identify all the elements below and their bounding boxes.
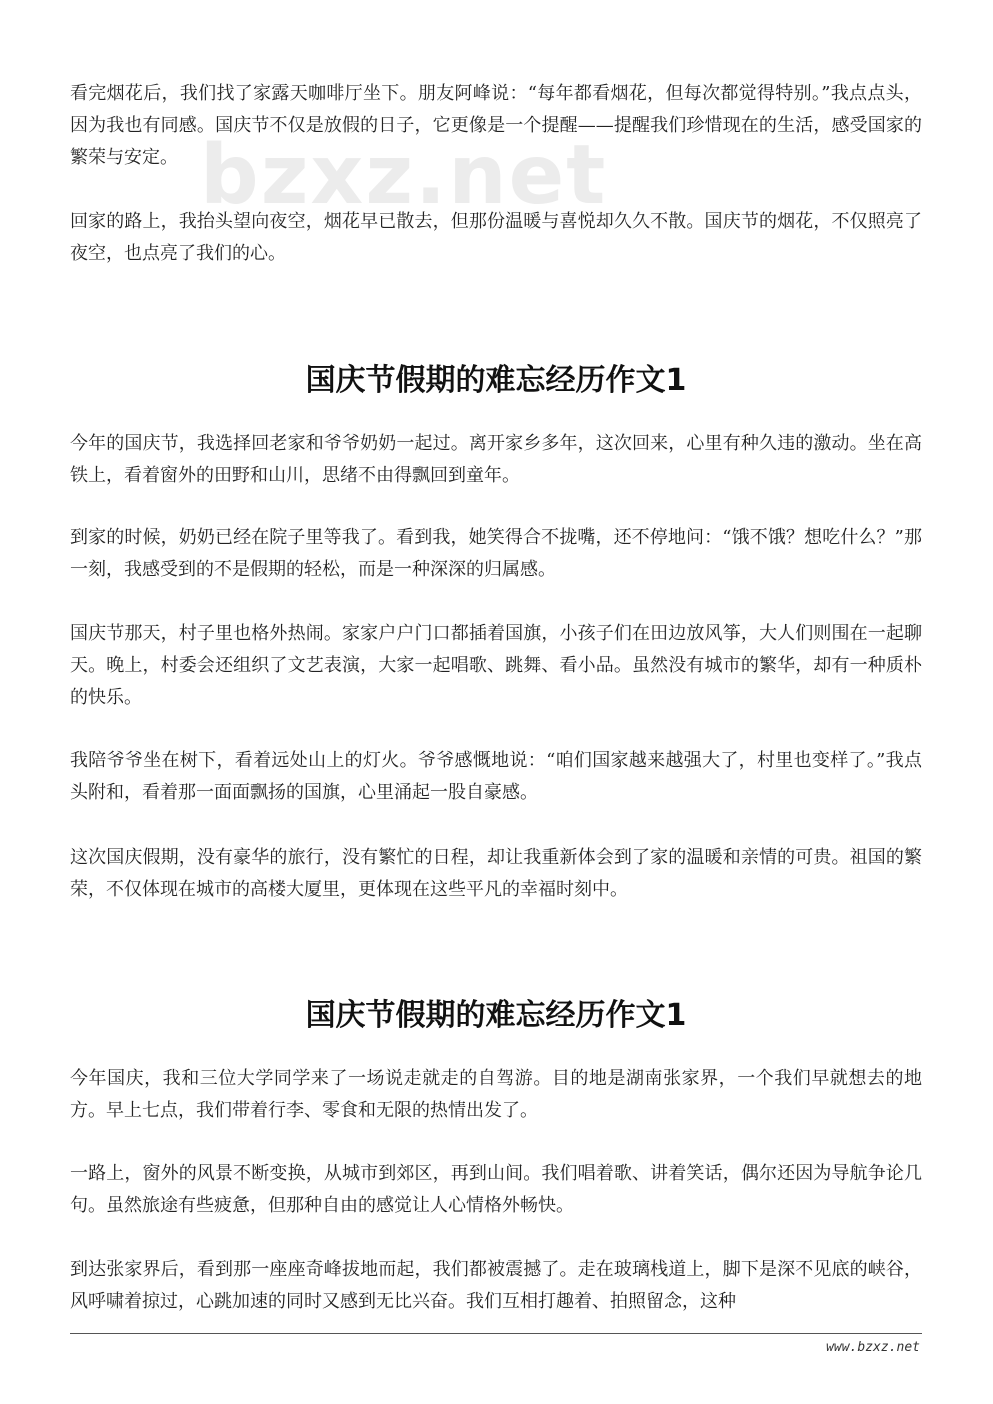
paragraph: 回家的路上，我抬头望向夜空，烟花早已散去，但那份温暖与喜悦却久久不散。国庆节的烟花，不仅照亮了夜空，也点亮了我们的心。 [70, 211, 922, 264]
intro-paragraph-1 [70, 78, 922, 174]
paragraph: 一路上，窗外的风景不断变换，从城市到郊区，再到山间。我们唱着歌、讲着笑话，偶尔还因为导航争论几句。虽然旅途有些疲惫，但那种自由的感觉让人心情格外畅快。 [70, 1163, 922, 1216]
paragraph: 到家的时候，奶奶已经在院子里等我了。看到我，她笑得合不拢嘴，还不停地问：“饿不饿？想吃什么？”那一刻，我感受到的不是假期的轻松，而是一种深深的归属感。 [70, 527, 922, 580]
paragraph: 今年国庆，我和三位大学同学来了一场说走就走的自驾游。目的地是湖南张家界，一个我们早就想去的地方。早上七点，我们带着行李、零食和无限的热情出发了。 [70, 1068, 922, 1121]
paragraph: 我陪爷爷坐在树下，看着远处山上的灯火。爷爷感慨地说：“咱们国家越来越强大了，村里也变样了。”我点头附和，看着那一面面飘扬的国旗，心里涌起一股自豪感。 [70, 750, 922, 803]
intro-paragraph-2 [70, 206, 922, 270]
essay2-paragraph-2 [70, 522, 922, 586]
paragraph: 今年的国庆节，我选择回老家和爷爷奶奶一起过。离开家乡多年，这次回来，心里有种久违的激动。坐在高铁上，看着窗外的田野和山川，思绪不由得飘回到童年。 [70, 433, 922, 486]
essay-title: 国庆节假期的难忘经历作文1 [305, 998, 687, 1033]
essay-title: 国庆节假期的难忘经历作文1 [305, 363, 687, 398]
essay3-paragraph-1 [70, 1063, 922, 1127]
essay2-paragraph-1 [70, 428, 922, 492]
essay2-paragraph-3 [70, 618, 922, 714]
essay2-paragraph-4 [70, 745, 922, 809]
essay3-paragraph-3 [70, 1254, 922, 1318]
paragraph: 看完烟花后，我们找了家露天咖啡厅坐下。朋友阿峰说：“每年都看烟花，但每次都觉得特别。”我点点头，因为我也有同感。国庆节不仅是放假的日子，它更像是一个提醒——提醒我们珍惜现在的生活，感受国家的繁荣与安定。 [70, 83, 922, 168]
watermark: bzxz.net [200, 128, 608, 223]
paragraph: 这次国庆假期，没有豪华的旅行，没有繁忙的日程，却让我重新体会到了家的温暖和亲情的可贵。祖国的繁荣，不仅体现在城市的高楼大厦里，更体现在这些平凡的幸福时刻中。 [70, 847, 922, 900]
essay2-paragraph-5 [70, 842, 922, 906]
essay3-paragraph-2 [70, 1158, 922, 1222]
paragraph: 到达张家界后，看到那一座座奇峰拔地而起，我们都被震撼了。走在玻璃栈道上，脚下是深不见底的峡谷，风呼啸着掠过，心跳加速的同时又感到无比兴奋。我们互相打趣着、拍照留念，这种 [70, 1259, 922, 1312]
footer-url: www.bzxz.net [826, 1340, 920, 1355]
paragraph: 国庆节那天，村子里也格外热闹。家家户户门口都插着国旗，小孩子们在田边放风筝，大人们则围在一起聊天。晚上，村委会还组织了文艺表演，大家一起唱歌、跳舞、看小品。虽然没有城市的繁华，却有一种质朴的快乐。 [70, 623, 922, 708]
footer-divider [70, 1333, 922, 1334]
